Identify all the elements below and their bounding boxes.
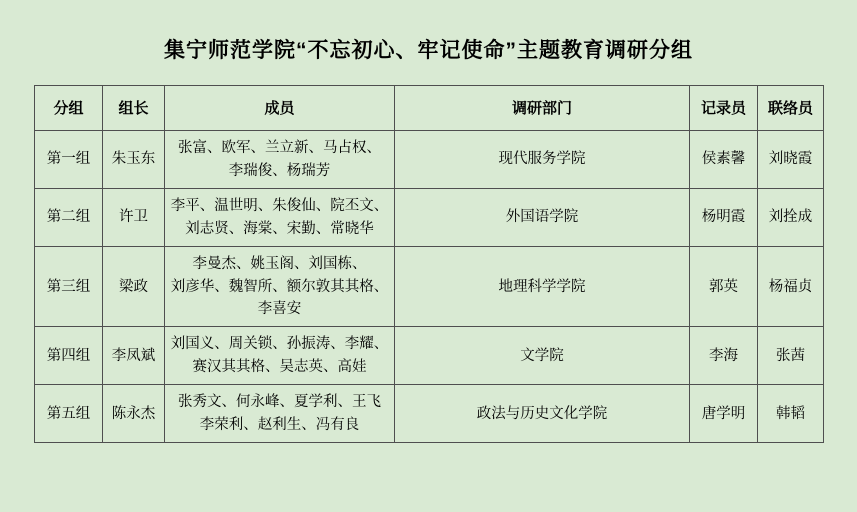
- cell-department: 现代服务学院: [395, 131, 690, 189]
- cell-leader: 陈永杰: [103, 385, 165, 443]
- member-line: 李平、温世明、朱俊仙、院丕文、: [170, 198, 389, 215]
- member-line: 赛汉其其格、吴志英、高娃: [192, 358, 367, 375]
- cell-recorder: 郭英: [690, 247, 758, 327]
- cell-department: 政法与历史文化学院: [395, 385, 690, 443]
- cell-members: [165, 247, 395, 327]
- cell-group: 第三组: [35, 247, 103, 327]
- member-line: 李曼杰、姚玉阁、刘国栋、: [192, 256, 367, 273]
- table-header: [35, 86, 824, 131]
- cell-members: [165, 327, 395, 385]
- member-line: 刘彦华、魏智所、额尔敦其其格、: [170, 278, 389, 295]
- cell-group: 第四组: [35, 327, 103, 385]
- table-header-row: [35, 86, 824, 131]
- cell-recorder: 杨明霞: [690, 189, 758, 247]
- member-line: 张富、欧军、兰立新、马占权、: [178, 140, 381, 157]
- cell-members: [165, 189, 395, 247]
- cell-department: 地理科学学院: [395, 247, 690, 327]
- cell-liaison: 杨福贞: [758, 247, 824, 327]
- table-row: [35, 385, 824, 443]
- cell-members: [165, 385, 395, 443]
- cell-recorder: 侯素馨: [690, 131, 758, 189]
- cell-leader: 许卫: [103, 189, 165, 247]
- member-line: 刘国义、周关锁、孙振涛、李耀、: [170, 336, 389, 353]
- cell-department: 外国语学院: [395, 189, 690, 247]
- member-line: 李荣利、赵利生、冯有良: [199, 416, 360, 433]
- cell-leader: 朱玉东: [103, 131, 165, 189]
- cell-group: 第五组: [35, 385, 103, 443]
- cell-liaison: 张茜: [758, 327, 824, 385]
- column-header-recorder: 记录员: [690, 86, 758, 131]
- column-header-members: 成员: [165, 86, 395, 131]
- table-row: [35, 327, 824, 385]
- cell-leader: 梁政: [103, 247, 165, 327]
- cell-members: [165, 131, 395, 189]
- cell-recorder: 唐学明: [690, 385, 758, 443]
- member-line: 李瑞俊、杨瑞芳: [228, 162, 331, 179]
- grouping-table-container: [34, 85, 823, 443]
- column-header-department: 调研部门: [395, 86, 690, 131]
- table-row: [35, 247, 824, 327]
- member-line: 李喜安: [257, 301, 302, 317]
- cell-group: 第一组: [35, 131, 103, 189]
- cell-group: 第二组: [35, 189, 103, 247]
- table-body: [35, 131, 824, 443]
- member-line: 刘志贤、海棠、宋勤、常晓华: [185, 220, 374, 237]
- grouping-table: [34, 85, 824, 443]
- member-line: 张秀文、何永峰、夏学利、王飞: [178, 394, 381, 411]
- table-row: [35, 189, 824, 247]
- cell-leader: 李凤斌: [103, 327, 165, 385]
- column-header-group: 分组: [35, 86, 103, 131]
- column-header-liaison: 联络员: [758, 86, 824, 131]
- cell-liaison: 刘拴成: [758, 189, 824, 247]
- cell-department: 文学院: [395, 327, 690, 385]
- cell-liaison: 刘晓霞: [758, 131, 824, 189]
- column-header-leader: 组长: [103, 86, 165, 131]
- page-title: 集宁师范学院“不忘初心、牢记使命”主题教育调研分组: [164, 39, 693, 62]
- cell-liaison: 韩韬: [758, 385, 824, 443]
- cell-recorder: 李海: [690, 327, 758, 385]
- table-row: [35, 131, 824, 189]
